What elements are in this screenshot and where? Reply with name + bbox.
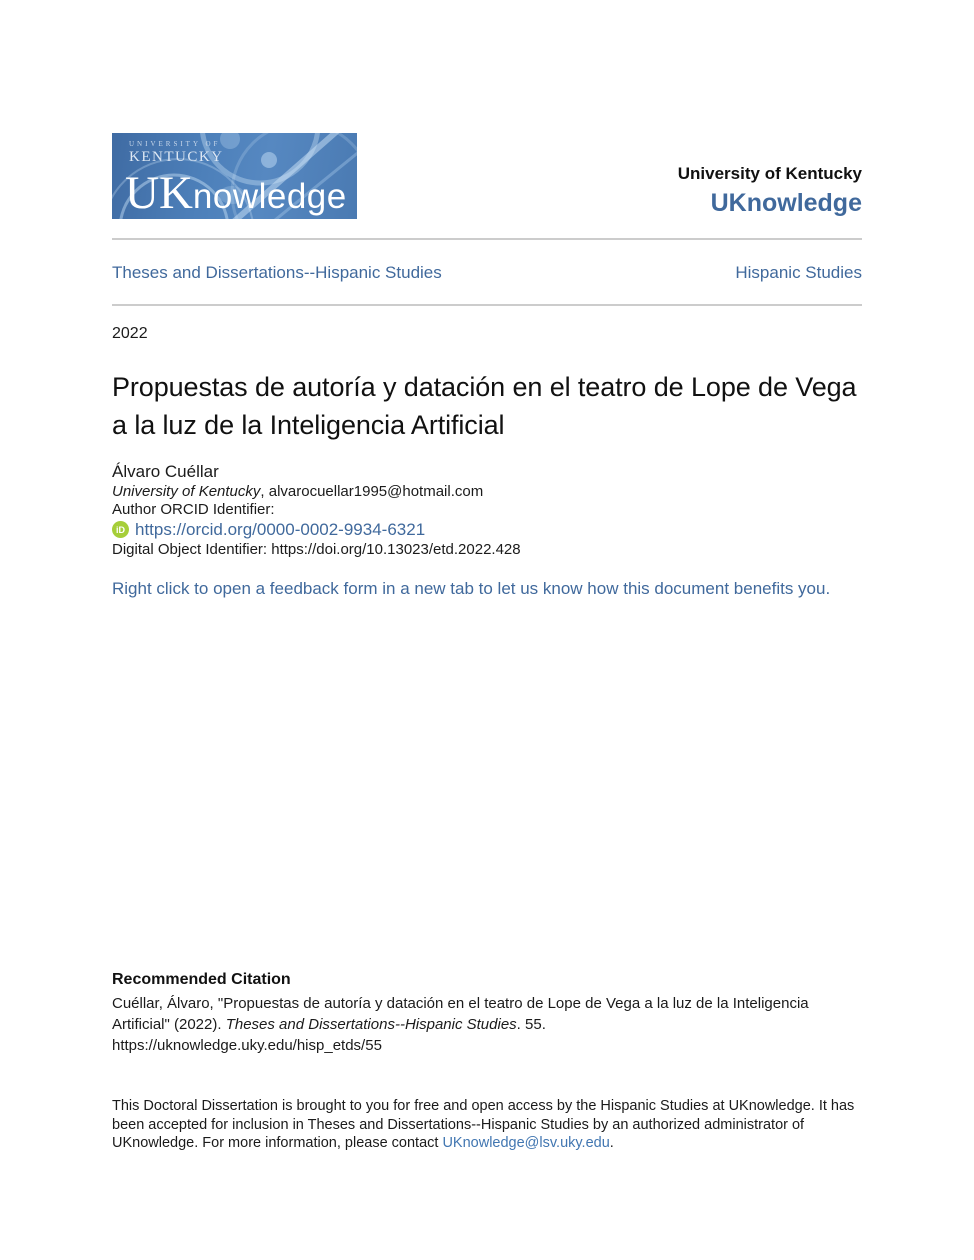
doi-line: Digital Object Identifier: https://doi.org/10.13023/etd.2022.428 (112, 541, 521, 559)
department-link[interactable]: Hispanic Studies (735, 263, 862, 282)
logo-wordmark (125, 167, 347, 219)
citation-part1: Cuéllar, Álvaro, "Propuestas de autoría y datación en el teatro de Lope de Vega a la luz de la Inteligencia Artificial" (2022). (112, 995, 809, 1034)
citation-text (112, 993, 862, 1056)
institution-name: University of Kentucky (677, 164, 862, 184)
author-affiliation (112, 483, 862, 501)
recommended-citation-section (112, 970, 862, 1056)
feedback-link[interactable]: Right click to open a feedback form in a new tab to let us know how this document benefits you. (112, 579, 831, 599)
divider-bottom (112, 304, 862, 306)
citation-series-italic: Theses and Dissertations--Hispanic Studies (225, 1016, 517, 1034)
document-info (112, 325, 862, 1153)
masthead-right (678, 163, 862, 219)
orcid-icon: iD (112, 521, 129, 538)
citation-heading: Recommended Citation (112, 971, 291, 989)
orcid-link[interactable]: https://orcid.org/0000-0002-9934-6321 (135, 519, 426, 539)
breadcrumb (112, 240, 862, 304)
logo-nowledge-text: nowledge (192, 177, 347, 216)
logo-university-of-kentucky (129, 141, 224, 165)
collection-series-link[interactable]: Theses and Dissertations--Hispanic Studies (112, 263, 442, 282)
uknowledge-home-link[interactable]: UKnowledge (710, 188, 862, 217)
access-statement-period: . (609, 1135, 614, 1152)
publication-year: 2022 (112, 325, 148, 343)
uknowledge-logo[interactable] (112, 133, 357, 219)
author-block (112, 461, 862, 559)
logo-uk-text: UK (125, 167, 193, 219)
access-statement (112, 1097, 862, 1153)
orcid-row (112, 519, 862, 540)
masthead (112, 133, 862, 219)
author-email: , alvarocuellar1995@hotmail.com (260, 483, 484, 501)
access-statement-text: This Doctoral Dissertation is brought to you for free and open access by the Hispanic Studies at UKnowledge. It has been accepted for inclusion in Theses and Dissertations--Hispanic Studies by an authorized administrator of UKnowledge. For more information, please contact (112, 1098, 855, 1152)
document-title: Propuestas de autoría y datación en el teatro de Lope de Vega a la luz de la Inteligencia Artificial (112, 372, 857, 441)
logo-university-of-text: UNIVERSITY OF (129, 140, 221, 148)
logo-kentucky-text: KENTUCKY (129, 149, 224, 165)
citation-url: https://uknowledge.uky.edu/hisp_etds/55 (112, 1037, 382, 1055)
orcid-label: Author ORCID Identifier: (112, 501, 275, 519)
contact-email-link[interactable]: UKnowledge@lsv.uky.edu (442, 1135, 610, 1152)
citation-part3: . 55. (516, 1016, 546, 1034)
author-name: Álvaro Cuéllar (112, 462, 219, 482)
affiliation-institution: University of Kentucky (112, 483, 261, 501)
